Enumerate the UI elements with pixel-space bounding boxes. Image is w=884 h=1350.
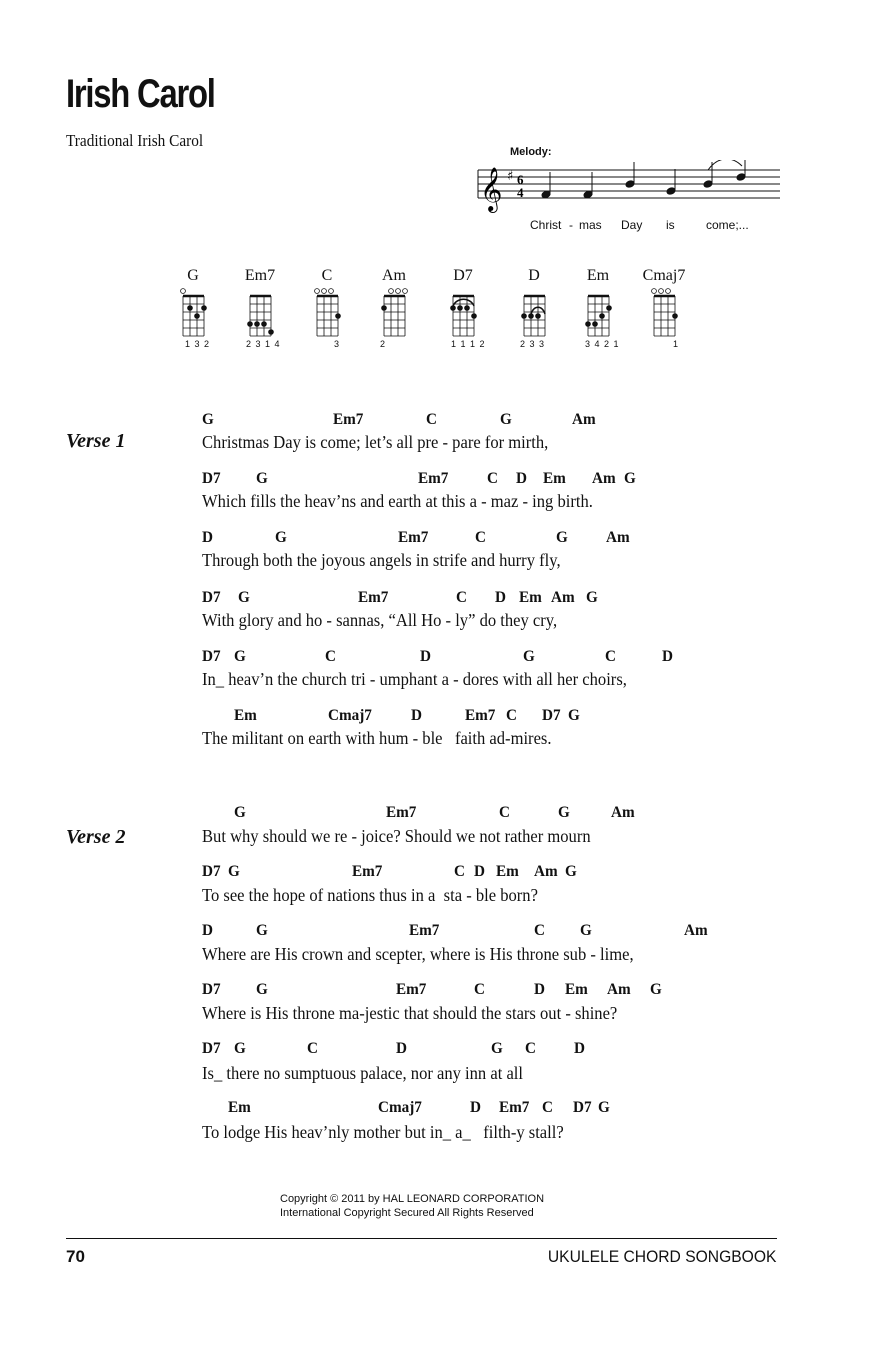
melody-lyric-3: mas — [579, 218, 602, 232]
chord-diagram-name: C — [321, 267, 333, 284]
song-title: Irish Carol — [66, 72, 215, 116]
chord-symbol: C — [475, 529, 486, 546]
chord-symbol: Cmaj7 — [378, 1099, 422, 1116]
chord-symbol: G — [256, 922, 268, 939]
chord-diagram-name: D7 — [453, 267, 473, 284]
chord-symbol: C — [525, 1040, 536, 1057]
chord-symbol: Am — [607, 981, 631, 998]
page-number: 70 — [66, 1247, 85, 1266]
chord-symbol: Em7 — [358, 589, 389, 606]
chord-symbol: Am — [606, 529, 630, 546]
chord-fingering: 1 1 1 2 — [451, 339, 486, 349]
chord-symbol: Em — [519, 589, 542, 606]
chord-symbol: Em — [228, 1099, 251, 1116]
chord-symbol: C — [325, 648, 336, 665]
chord-symbol: Em — [543, 470, 566, 487]
verse-label: Verse 1 — [66, 430, 126, 452]
chord-symbol: G — [568, 707, 580, 724]
chord-symbol: D — [516, 470, 527, 487]
chord-symbol: D — [202, 922, 213, 939]
chord-symbol: C — [605, 648, 616, 665]
chord-symbol: D — [662, 648, 673, 665]
chord-symbol: D7 — [202, 648, 221, 665]
chord-symbol: Em7 — [396, 981, 427, 998]
chord-symbol: G — [234, 648, 246, 665]
chord-symbol: D — [470, 1099, 481, 1116]
book-title: UKULELE CHORD SONGBOOK — [547, 1247, 776, 1266]
melody-label: Melody: — [510, 146, 552, 158]
chord-fingering: 1 3 2 — [185, 339, 211, 349]
chord-diagram-name: Am — [382, 267, 406, 284]
time-signature-top: 6 — [517, 172, 524, 187]
chord-symbol: G — [624, 470, 636, 487]
chord-symbol: C — [487, 470, 498, 487]
chord-symbol: Em7 — [409, 922, 440, 939]
chord-symbol: D7 — [542, 707, 561, 724]
chord-symbol: Em7 — [418, 470, 449, 487]
chord-diagram-name: Cmaj7 — [642, 267, 686, 284]
time-signature-bottom: 4 — [517, 185, 524, 200]
chord-fingering: 2 3 1 4 — [246, 339, 281, 349]
chord-symbol: C — [506, 707, 517, 724]
chord-symbol: Am — [534, 863, 558, 880]
chord-symbol: Am — [684, 922, 708, 939]
footer-divider — [66, 1238, 777, 1239]
chord-symbol: D7 — [202, 589, 221, 606]
chord-symbol: G — [256, 981, 268, 998]
lyric-line: In_ heav’n the church tri - umphant a - dores with all her choirs, — [202, 669, 627, 689]
chord-symbol: C — [426, 411, 437, 428]
chord-symbol: G — [275, 529, 287, 546]
chord-symbol: D7 — [202, 470, 221, 487]
lyric-line: Where is His throne ma-jestic that should the stars out - shine? — [202, 1003, 618, 1023]
chord-symbol: D — [495, 589, 506, 606]
melody-lyric-5: is — [666, 218, 675, 232]
melody-lyric-2: - — [569, 218, 573, 232]
chord-symbol: C — [474, 981, 485, 998]
chord-symbol: G — [228, 863, 240, 880]
chord-symbol: D7 — [202, 1040, 221, 1057]
chord-symbol: D — [574, 1040, 585, 1057]
chord-symbol: Em7 — [386, 804, 417, 821]
chord-symbol: G — [565, 863, 577, 880]
chord-symbol: C — [534, 922, 545, 939]
chord-grids — [170, 286, 690, 338]
lyric-line: But why should we re - joice? Should we not rather mourn — [202, 826, 591, 846]
chord-symbol: G — [556, 529, 568, 546]
chord-symbol: D7 — [202, 981, 221, 998]
chord-fingering: 1 — [673, 339, 680, 349]
melody-lyric-6: come;... — [706, 218, 749, 232]
copyright-line-1: Copyright © 2011 by HAL LEONARD CORPORATION — [280, 1193, 545, 1205]
chord-symbol: G — [586, 589, 598, 606]
treble-clef-icon: 𝄞 — [480, 167, 503, 211]
chord-fingering: 2 3 3 — [520, 339, 546, 349]
chord-fingering: 3 4 2 1 — [585, 339, 620, 349]
chord-symbol: Em7 — [333, 411, 364, 428]
chord-symbol: G — [523, 648, 535, 665]
chord-symbol: G — [202, 411, 214, 428]
chord-symbol: D — [534, 981, 545, 998]
chord-fingering: 3 — [334, 339, 341, 349]
melody-lyric-1: Christ — [530, 218, 562, 232]
chord-symbol: G — [558, 804, 570, 821]
copyright-line-2: International Copyright Secured All Rights Reserved — [280, 1207, 534, 1219]
chord-symbol: Em — [565, 981, 588, 998]
chord-fingering: 2 — [380, 339, 387, 349]
chord-symbol: G — [650, 981, 662, 998]
verse-label: Verse 2 — [66, 826, 126, 848]
chord-symbol: G — [234, 1040, 246, 1057]
chord-symbol: D — [420, 648, 431, 665]
chord-symbol: D — [202, 529, 213, 546]
chord-diagram-name: D — [528, 267, 540, 284]
chord-symbol: C — [456, 589, 467, 606]
chord-diagram-name: Em — [586, 267, 610, 284]
chord-symbol: C — [542, 1099, 553, 1116]
chord-symbol: G — [598, 1099, 610, 1116]
lyric-line: The militant on earth with hum - ble faith ad-mires. — [202, 728, 552, 748]
chord-symbol: D7 — [202, 863, 221, 880]
melody-lyric-4: Day — [621, 218, 643, 232]
chord-symbol: Am — [572, 411, 596, 428]
lyric-line: Where are His crown and scepter, where is His throne sub - lime, — [202, 944, 634, 964]
chord-symbol: D — [396, 1040, 407, 1057]
chord-diagram-name: G — [187, 267, 199, 284]
lyric-line: Through both the joyous angels in strife and hurry fly, — [202, 550, 561, 570]
chord-symbol: Em — [496, 863, 519, 880]
chord-symbol: G — [238, 589, 250, 606]
chord-symbol: Am — [551, 589, 575, 606]
chord-symbol: Am — [592, 470, 616, 487]
chord-diagram-name: Em7 — [244, 267, 276, 284]
chord-symbol: D — [474, 863, 485, 880]
lyric-line: Which fills the heav’ns and earth at this a - maz - ing birth. — [202, 491, 593, 511]
chord-symbol: G — [500, 411, 512, 428]
chord-symbol: G — [256, 470, 268, 487]
chord-symbol: G — [234, 804, 246, 821]
chord-symbol: Em7 — [499, 1099, 530, 1116]
chord-symbol: C — [307, 1040, 318, 1057]
chord-symbol: G — [491, 1040, 503, 1057]
chord-symbol: C — [499, 804, 510, 821]
lyric-line: To see the hope of nations thus in a sta - ble born? — [202, 885, 538, 905]
lyric-line: With glory and ho - sannas, “All Ho - ly” do they cry, — [202, 610, 558, 630]
chord-symbol: Cmaj7 — [328, 707, 372, 724]
song-subtitle: Traditional Irish Carol — [66, 131, 204, 150]
lyric-line: Christmas Day is come; let’s all pre - pare for mirth, — [202, 432, 549, 452]
chord-symbol: Em — [234, 707, 257, 724]
chord-symbol: D7 — [573, 1099, 592, 1116]
chord-symbol: G — [580, 922, 592, 939]
chord-symbol: Em7 — [465, 707, 496, 724]
chord-symbol: D — [411, 707, 422, 724]
lyric-line: To lodge His heav’nly mother but in_ a_ filth-y stall? — [202, 1122, 564, 1142]
chord-symbol: Em7 — [352, 863, 383, 880]
chord-symbol: C — [454, 863, 465, 880]
melody-staff — [470, 160, 790, 220]
sharp-sign: ♯ — [507, 169, 514, 184]
lyric-line: Is_ there no sumptuous palace, nor any inn at all — [202, 1063, 524, 1083]
chord-symbol: Em7 — [398, 529, 429, 546]
chord-symbol: Am — [611, 804, 635, 821]
